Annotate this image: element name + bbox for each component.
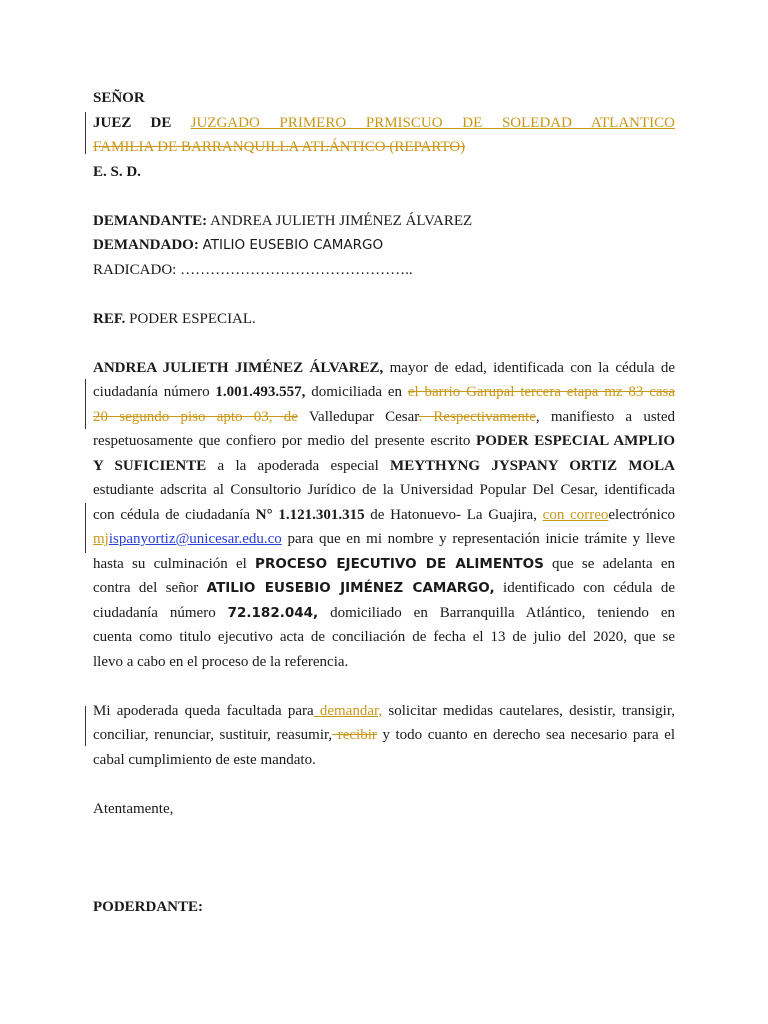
paragraph1-line: ciudadanía número 1.001.493.557, domiciliada en el barrio Garupal tercera etapa mz 83 casa [93,384,675,400]
revision-bar [85,706,86,746]
paragraph1-line: respetuosamente que confiero por medio del presente escrito PODER ESPECIAL AMPLIO [93,433,675,449]
paragraph1-line: contra del señor ATILIO EUSEBIO JIMÉNEZ CAMARGO, identificado con cédula de [93,580,675,596]
revision-bar [85,503,86,553]
paragraph1-line: mjispanyortiz@unicesar.edu.co para que en mi nombre y representación inicie trámite y lleve [93,531,675,547]
paragraph2-line: conciliar, renunciar, sustituir, reasumir, recibir y todo cuanto en derecho sea necesario para el [93,727,675,743]
demandante-line: DEMANDANTE: ANDREA JULIETH JIMÉNEZ ÁLVAREZ [93,212,473,229]
addressee-line: SEÑOR [93,90,145,106]
email-link[interactable]: ispanyortiz@unicesar.edu.co [108,531,282,547]
document-page [93,86,675,919]
paragraph1-line: 20 segundo piso apto 03, de Valledupar Cesar. Respectivamente, manifiesto a usted [93,408,675,425]
deleted-court-name: FAMILIA DE BARRANQUILLA ATLÁNTICO (REPARTO) [93,139,466,155]
paragraph1-line: con cédula de ciudadanía N° 1.121.301.315 de Hatonuevo- La Guajira, con correoelectrónico [93,506,675,523]
esd-line: E. S. D. [93,163,141,180]
paragraph1-line: llevo a cabo en el proceso de la referencia. [93,653,349,670]
paragraph1-line: Y SUFICIENTE a la apoderada especial MEYTHYNG JYSPANY ORTIZ MOLA [93,457,675,474]
paragraph1-line: ciudadanía número 72.182.044, domiciliado en Barranquilla Atlántico, teniendo en [93,604,675,621]
paragraph1-line: cuenta como titulo ejecutivo acta de conciliación de fecha el 13 de julio del 2020, que se [93,629,675,645]
radicado-line: RADICADO: ……………………………………….. [93,261,413,278]
paragraph2-line: Mi apoderada queda facultada para demandar, solicitar medidas cautelares, desistir, transigir, [93,702,675,719]
demandado-line: DEMANDADO: ATILIO EUSEBIO CAMARGO [93,237,384,253]
signature-label: PODERDANTE: [93,898,204,915]
inserted-court-name: JUZGADO PRIMERO PRMISCUO DE SOLEDAD ATLANTICO [190,114,675,131]
revision-bar [85,112,86,154]
paragraph1-line: ANDREA JULIETH JIMÉNEZ ÁLVAREZ, mayor de edad, identificada con la cédula de [93,359,675,376]
court-line: JUEZ DE JUZGADO PRIMERO PRMISCUO DE SOLEDAD ATLANTICO [93,114,675,131]
reference-line: REF. PODER ESPECIAL. [93,310,256,327]
deleted-court-line [93,135,675,160]
paragraph1-line: estudiante adscrita al Consultorio Jurídico de la Universidad Popular Del Cesar, identificada [93,482,675,498]
paragraph1-line: hasta su culminación el PROCESO EJECUTIVO DE ALIMENTOS que se adelanta en [93,555,675,572]
paragraph2-line: cabal cumplimiento de este mandato. [93,751,316,768]
closing-line: Atentamente, [93,800,174,817]
revision-bar [85,379,86,429]
